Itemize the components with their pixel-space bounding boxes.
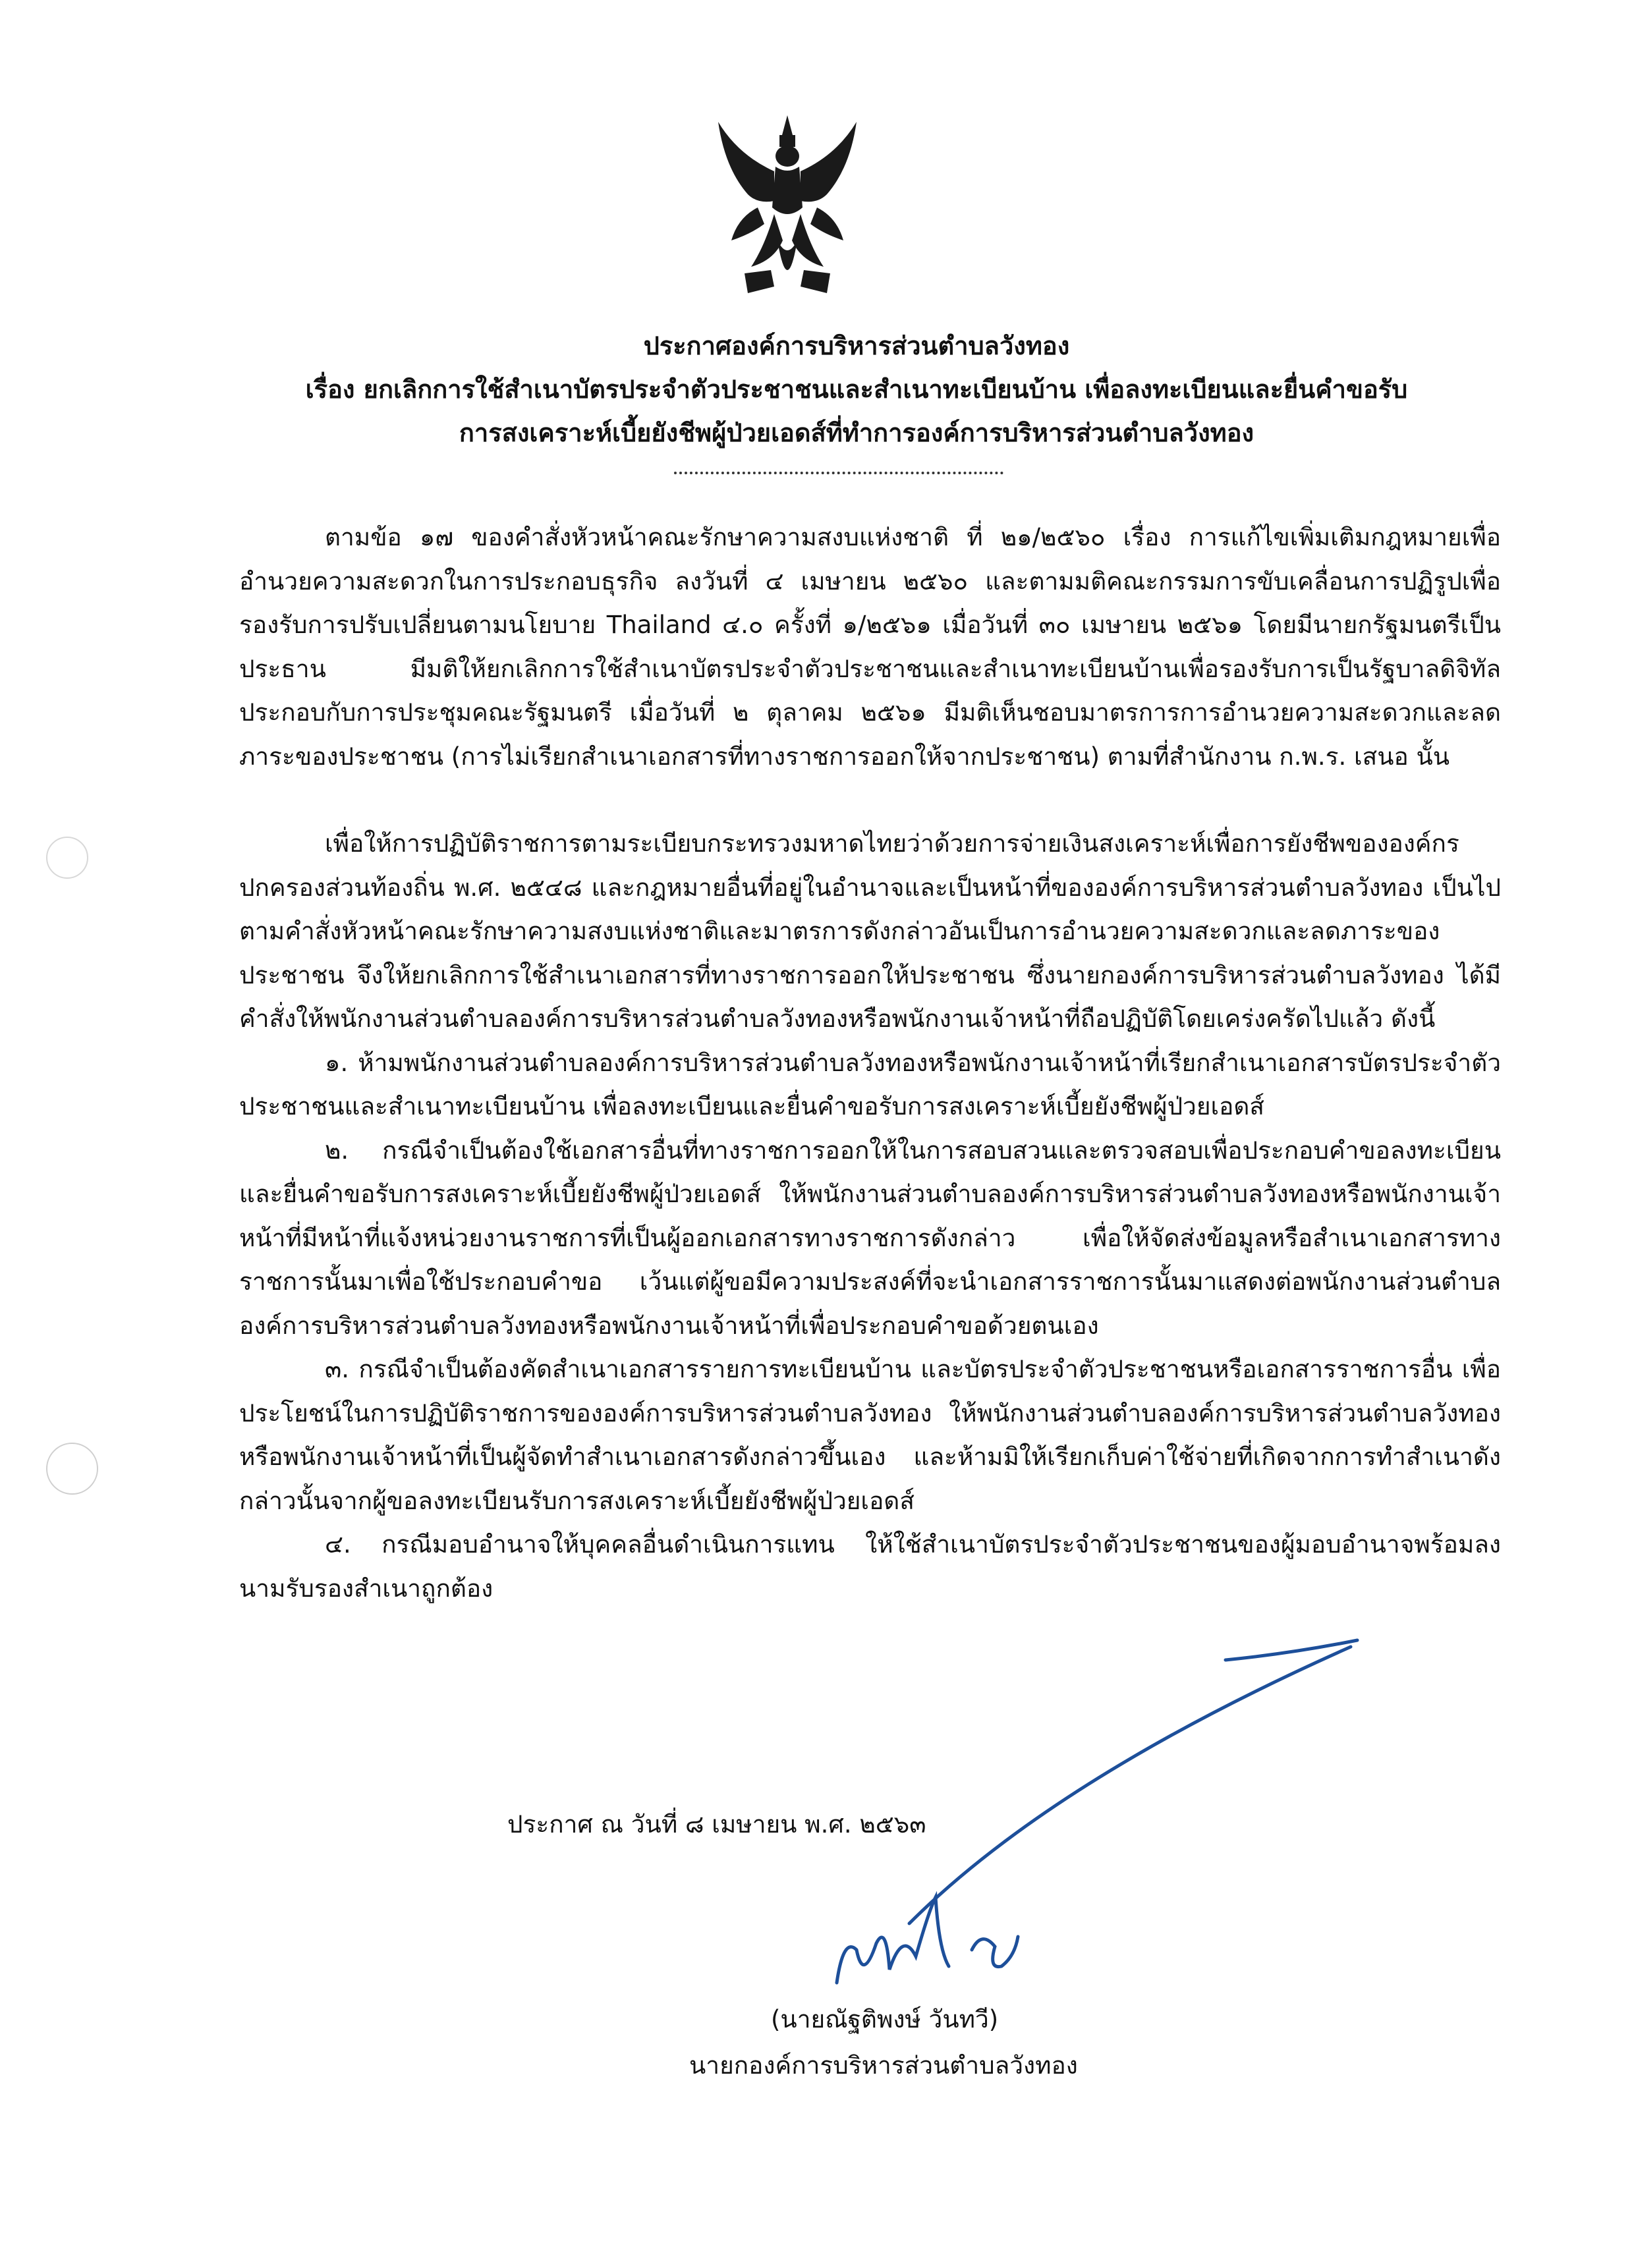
announce-date: ประกาศ ณ วันที่ ๘ เมษายน พ.ศ. ๒๕๖๓: [507, 1810, 926, 1839]
list-item: ๑. ห้ามพนักงานส่วนตำบลองค์การบริหารส่วนตำบลวังทองหรือพนักงานเจ้าหน้าที่เรียกสำเนาเอกสารบัตรประจำตัวประชาชนและสำเนาทะเบียนบ้าน เพื่อลงทะเบียนและยื่นคำขอรับการสงเคราะห์เบี้ยยังชีพผู้ป่วยเอดส์: [239, 1048, 1501, 1120]
subject-line-2: การสงเคราะห์เบี้ยยังชีพผู้ป่วยเอดส์ที่ทำการองค์การบริหารส่วนตำบลวังทอง: [459, 418, 1254, 447]
punch-hole-mark: [46, 1443, 98, 1495]
separator-dots: [674, 472, 1003, 474]
paragraph-1: ตามข้อ ๑๗ ของคำสั่งหัวหน้าคณะรักษาความสงบแห่งชาติ ที่ ๒๑/๒๕๖๐ เรื่อง การแก้ไขเพิ่มเติมกฎหมายเพื่ออำนวยความสะดวกในการประกอบธุรกิจ ลงวันที่ ๔ เมษายน ๒๕๖๐ และตามมติคณะกรรมการขับเคลื่อนการปฏิรูปเพื่อรองรับการปรับเปลี่ยนตามนโยบาย Thailand ๔.๐ ครั้งที่ ๑/๒๕๖๑ เมื่อวันที่ ๓๐ เมษายน ๒๕๖๑ โดยมีนายกรัฐมนตรีเป็นประธาน มีมติให้ยกเลิกการใช้สำเนาบัตรประจำตัวประชาชนและสำเนาทะเบียนบ้านเพื่อรองรับการเป็นรัฐบาลดิจิทัล ประกอบกับการประชุมคณะรัฐมนตรี เมื่อวันที่ ๒ ตุลาคม ๒๕๖๑ มีมติเห็นชอบมาตรการการอำนวยความสะดวกและลดภาระของประชาชน (การไม่เรียกสำเนาเอกสารที่ทางราชการออกให้จากประชาชน) ตามที่สำนักงาน ก.พ.ร. เสนอ นั้น: [239, 523, 1501, 771]
paragraph-2: เพื่อให้การปฏิบัติราชการตามระเบียบกระทรวงมหาดไทยว่าด้วยการจ่ายเงินสงเคราะห์เพื่อการยังชีพขององค์กรปกครองส่วนท้องถิ่น พ.ศ. ๒๕๔๘ และกฎหมายอื่นที่อยู่ในอำนาจและเป็นหน้าที่ขององค์การบริหารส่วนตำบลวังทอง เป็นไปตามคำสั่งหัวหน้าคณะรักษาความสงบแห่งชาติและมาตรการดังกล่าวอันเป็นการอำนวยความสะดวกและลดภาระของประชาชน จึงให้ยกเลิกการใช้สำเนาเอกสารที่ทางราชการออกให้ประชาชน ซึ่งนายกองค์การบริหารส่วนตำบลวังทอง ได้มีคำสั่งให้พนักงานส่วนตำบลองค์การบริหารส่วนตำบลวังทองหรือพนักงานเจ้าหน้าที่ถือปฏิบัติโดยเคร่งครัดไปแล้ว ดังนี้: [239, 829, 1501, 1033]
list-item: ๓. กรณีจำเป็นต้องคัดสำเนาเอกสารรายการทะเบียนบ้าน และบัตรประจำตัวประชาชนหรือเอกสารราชการอื่น เพื่อประโยชน์ในการปฏิบัติราชการขององค์การบริหารส่วนตำบลวังทอง ให้พนักงานส่วนตำบลองค์การบริหารส่วนตำบลวังทองหรือพนักงานเจ้าหน้าที่เป็นผู้จัดทำสำเนาเอกสารดังกล่าวขึ้นเอง และห้ามมิให้เรียกเก็บค่าใช้จ่ายที่เกิดจากการทำสำเนาดังกล่าวนั้นจากผู้ขอลงทะเบียนรับการสงเคราะห์เบี้ยยังชีพผู้ป่วยเอดส์: [239, 1355, 1501, 1515]
subject-line-1: เรื่อง ยกเลิกการใช้สำเนาบัตรประจำตัวประชาชนและสำเนาทะเบียนบ้าน เพื่อลงทะเบียนและยื่นคำขอรับ: [305, 375, 1408, 404]
signer-position: นายกองค์การบริหารส่วนตำบลวังทอง: [689, 2051, 1078, 2080]
signer-name: (นายณัฐติพงษ์ วันทวี): [771, 2005, 999, 2033]
list-item: ๒. กรณีจำเป็นต้องใช้เอกสารอื่นที่ทางราชการออกให้ในการสอบสวนและตรวจสอบเพื่อประกอบคำขอลงทะเบียนและยื่นคำขอรับการสงเคราะห์เบี้ยยังชีพผู้ป่วยเอดส์ ให้พนักงานส่วนตำบลองค์การบริหารส่วนตำบลวังทองหรือพนักงานเจ้าหน้าที่มีหน้าที่แจ้งหน่วยงานราชการที่เป็นผู้ออกเอกสารทางราชการดังกล่าว เพื่อให้จัดส่งข้อมูลหรือสำเนาเอกสารทางราชการนั้นมาเพื่อใช้ประกอบคำขอ เว้นแต่ผู้ขอมีความประสงค์ที่จะนำเอกสารราชการนั้นมาแสดงต่อพนักงานส่วนตำบลองค์การบริหารส่วนตำบลวังทองหรือพนักงานเจ้าหน้าที่เพื่อประกอบคำขอด้วยตนเอง: [239, 1136, 1501, 1340]
punch-hole-mark: [46, 837, 88, 879]
body-text: [239, 516, 1501, 1611]
announcement-title: ประกาศองค์การบริหารส่วนตำบลวังทอง: [643, 331, 1070, 360]
garuda-emblem-icon: [712, 109, 863, 306]
list-item: ๔. กรณีมอบอำนาจให้บุคคลอื่นดำเนินการแทน ให้ใช้สำเนาบัตรประจำตัวประชาชนของผู้มอบอำนาจพร้อมลงนามรับรองสำเนาถูกต้อง: [239, 1530, 1501, 1603]
